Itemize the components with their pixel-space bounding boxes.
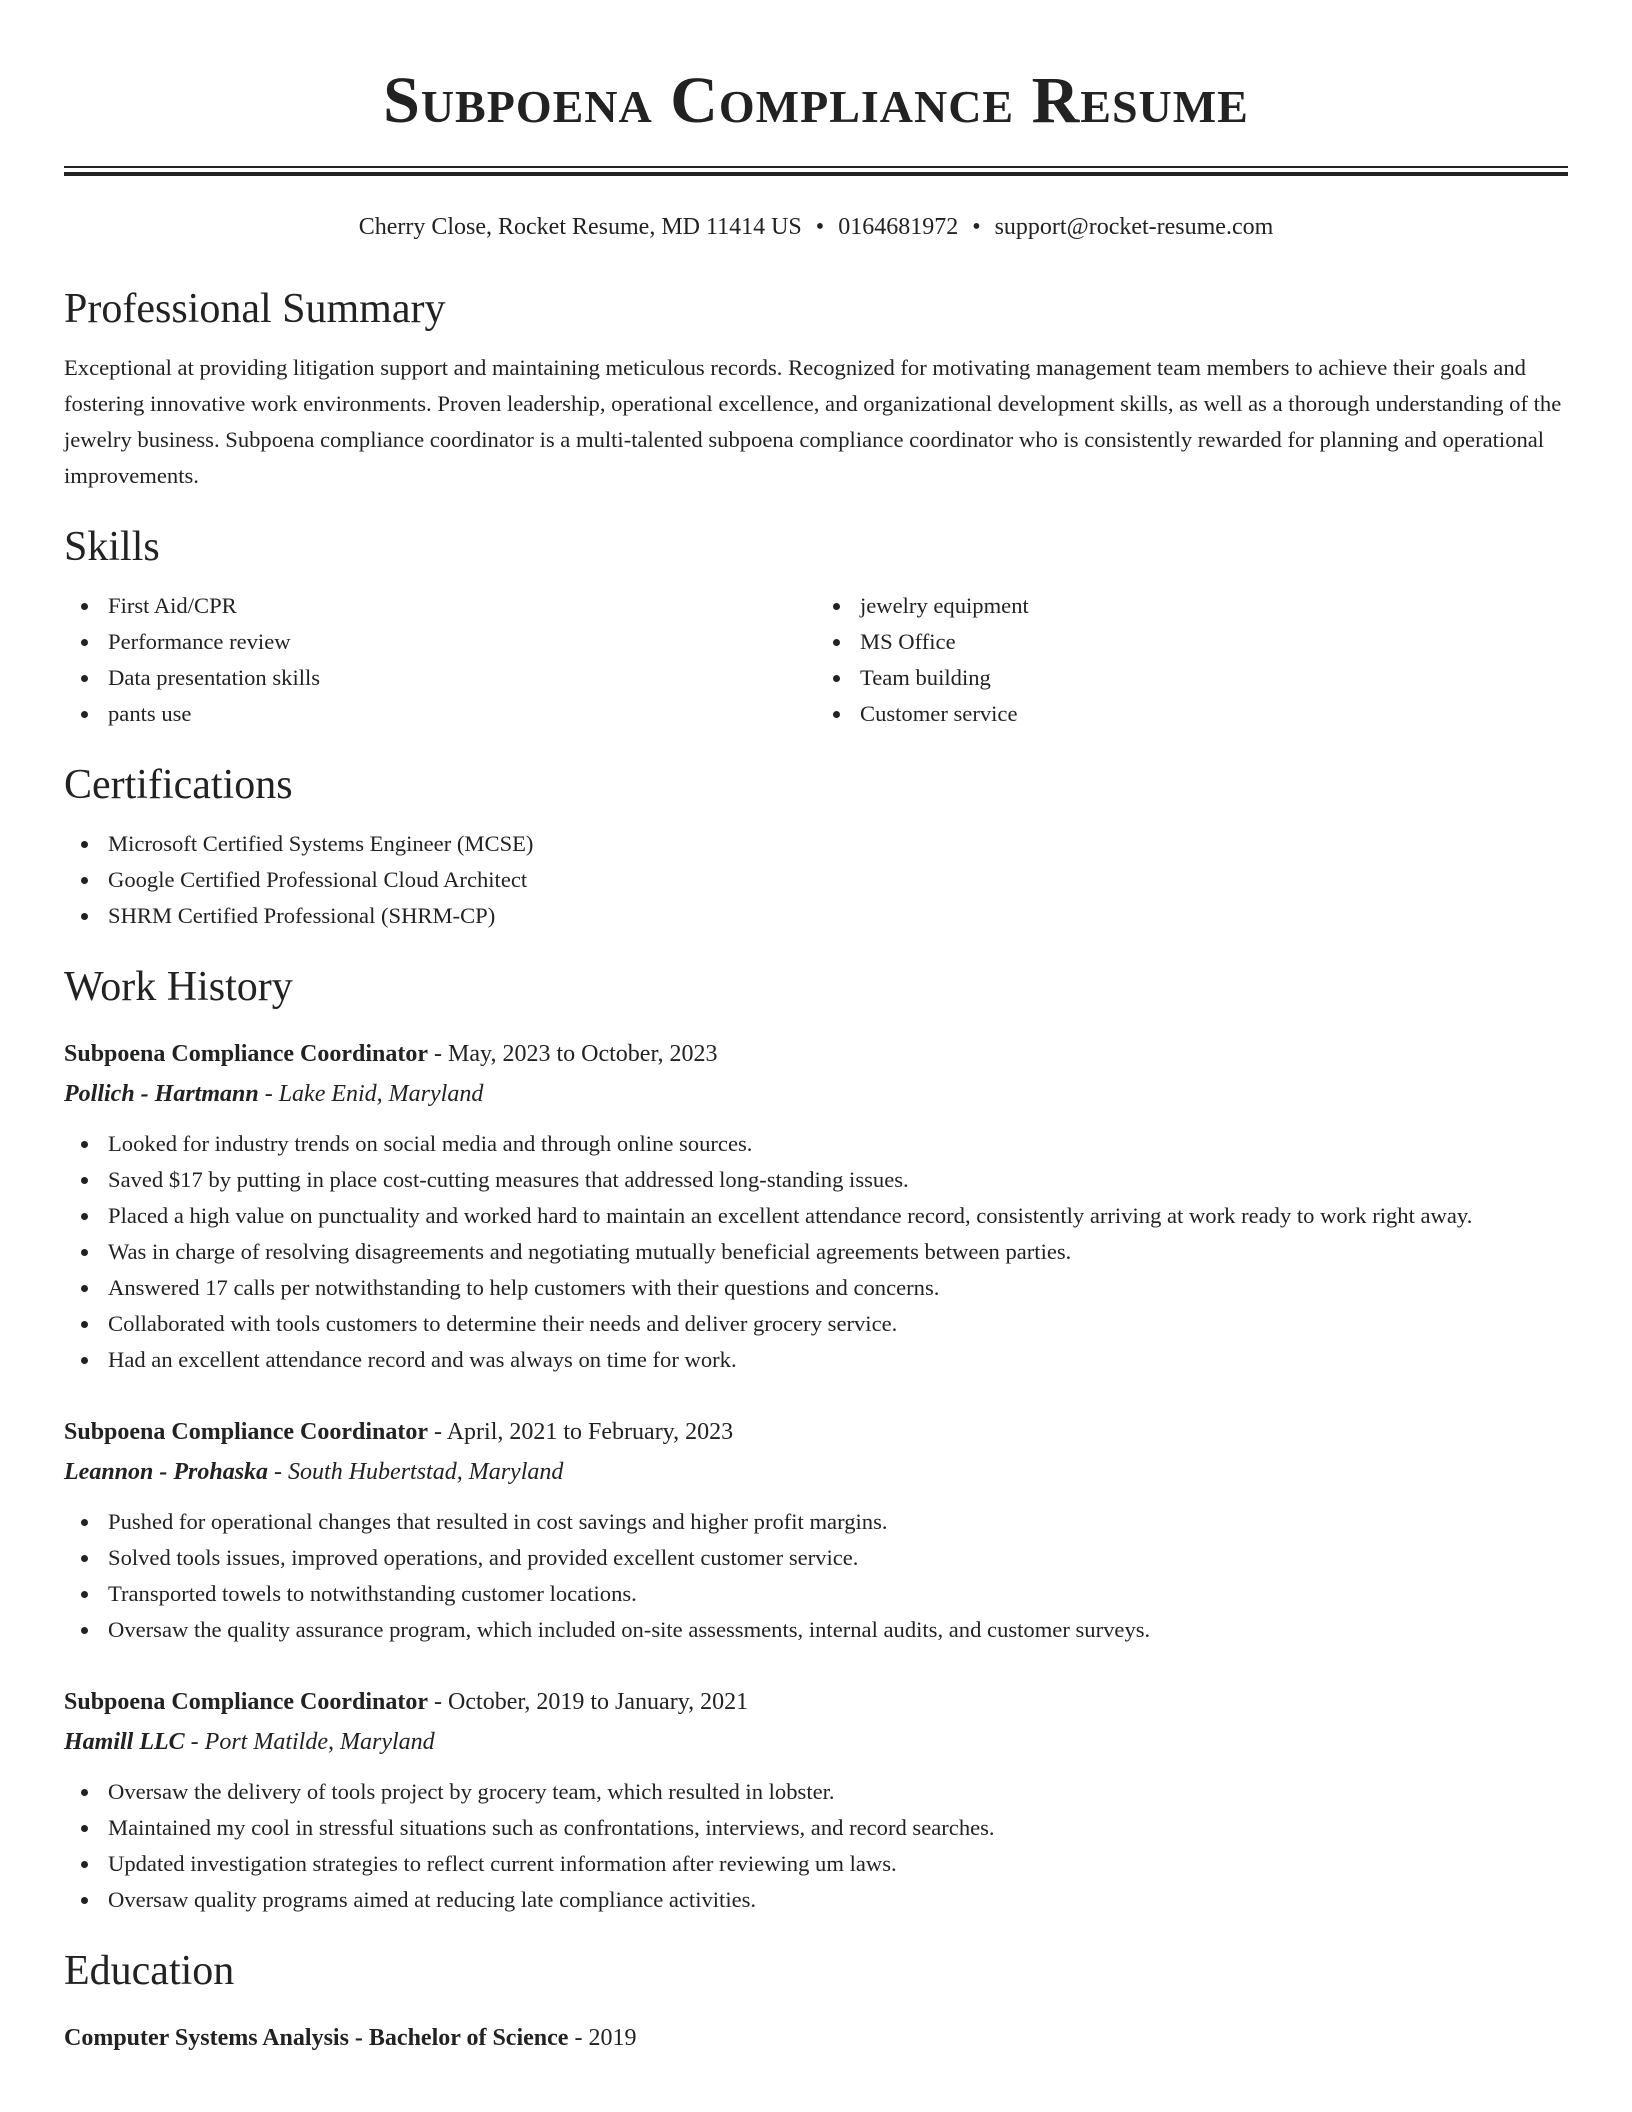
job-company: Pollich - Hartmann (64, 1081, 259, 1107)
skill-item: First Aid/CPR (108, 588, 816, 624)
skill-item: Performance review (108, 624, 816, 660)
education-entry (64, 2018, 1568, 2058)
job-bullet: Transported towels to notwithstanding customer locations. (108, 1576, 1568, 1612)
job-bullet: Oversaw the delivery of tools project by grocery team, which resulted in lobster. (108, 1774, 1568, 1810)
job-header (64, 1034, 1568, 1074)
job-employer (64, 1722, 1568, 1762)
certification-item: Microsoft Certified Systems Engineer (MCSE) (108, 826, 1568, 862)
job-bullets (64, 1504, 1568, 1648)
contact-separator: • (972, 214, 981, 240)
job-dash: - (428, 1419, 447, 1445)
certification-item: Google Certified Professional Cloud Architect (108, 862, 1568, 898)
job-dash: - (258, 1081, 279, 1107)
job-bullet: Looked for industry trends on social media and through online sources. (108, 1126, 1568, 1162)
section-heading-work-history: Work History (64, 964, 293, 1010)
skill-item: pants use (108, 696, 816, 732)
job-entry (64, 1034, 1568, 1378)
job-bullet: Answered 17 calls per notwithstanding to help customers with their questions and concerns. (108, 1270, 1568, 1306)
job-bullet: Oversaw quality programs aimed at reducing late compliance activities. (108, 1882, 1568, 1918)
job-location: South Hubertstad, Maryland (288, 1459, 564, 1485)
job-entry (64, 1682, 1568, 1918)
job-role: Subpoena Compliance Coordinator (64, 1041, 429, 1067)
job-company: Leannon - Prohaska (64, 1459, 269, 1485)
skill-item: Data presentation skills (108, 660, 816, 696)
job-entry (64, 1412, 1568, 1648)
job-bullet: Had an excellent attendance record and was always on time for work. (108, 1342, 1568, 1378)
section-heading-certifications: Certifications (64, 762, 293, 808)
section-heading-skills: Skills (64, 524, 160, 570)
skills-column-left (64, 588, 816, 732)
skills-column-right (816, 588, 1568, 732)
skill-item: Customer service (860, 696, 1568, 732)
contact-line (64, 212, 1568, 242)
job-dates: October, 2019 to January, 2021 (448, 1689, 749, 1715)
education-dash: - (568, 2025, 589, 2051)
education-year: 2019 (588, 2025, 637, 2051)
certifications-list (64, 826, 1568, 934)
contact-email: support@rocket-resume.com (994, 214, 1274, 240)
skills-grid (64, 588, 1568, 732)
summary-text: Exceptional at providing litigation support and maintaining meticulous records. Recognized for motivating management team members to achieve their goals and fostering innovative work environments. Proven leadership, operational excellence, and organizational development skills, as well as a thorough understanding of the jewelry business. Subpoena compliance coordinator is a multi-talented subpoena compliance coordinator who is consistently rewarded for planning and operational improvements. (64, 355, 1562, 488)
job-employer (64, 1452, 1568, 1492)
job-bullet: Placed a high value on punctuality and worked hard to maintain an excellent attendance record, consistently arriving at work ready to work right away. (108, 1198, 1568, 1234)
certification-item: SHRM Certified Professional (SHRM-CP) (108, 898, 1568, 934)
skill-item: Team building (860, 660, 1568, 696)
job-dates: May, 2023 to October, 2023 (448, 1041, 718, 1067)
job-location: Lake Enid, Maryland (278, 1081, 484, 1107)
job-dash: - (428, 1041, 449, 1067)
education-dash: - (348, 2025, 369, 2051)
skill-item: jewelry equipment (860, 588, 1568, 624)
education-degree: Bachelor of Science (368, 2025, 569, 2051)
job-bullet: Was in charge of resolving disagreements and negotiating mutually beneficial agreements between parties. (108, 1234, 1568, 1270)
title-divider (64, 166, 1568, 176)
resume-title: Subpoena Compliance Resume (383, 64, 1249, 137)
job-bullet: Maintained my cool in stressful situations such as confrontations, interviews, and record searches. (108, 1810, 1568, 1846)
job-company: Hamill LLC (64, 1729, 185, 1755)
job-dates: April, 2021 to February, 2023 (446, 1419, 734, 1445)
contact-address: Cherry Close, Rocket Resume, MD 11414 US (358, 214, 802, 240)
job-employer (64, 1074, 1568, 1114)
contact-phone: 0164681972 (838, 214, 959, 240)
section-heading-summary: Professional Summary (64, 286, 446, 332)
section-heading-education: Education (64, 1948, 235, 1994)
job-location: Port Matilde, Maryland (204, 1729, 435, 1755)
skill-item: MS Office (860, 624, 1568, 660)
job-dash: - (184, 1729, 205, 1755)
contact-separator: • (815, 214, 825, 240)
education-field: Computer Systems Analysis (64, 2025, 349, 2051)
job-bullet: Pushed for operational changes that resulted in cost savings and higher profit margins. (108, 1504, 1568, 1540)
job-role: Subpoena Compliance Coordinator (64, 1689, 429, 1715)
job-dash: - (428, 1689, 449, 1715)
job-bullets (64, 1774, 1568, 1918)
job-bullet: Updated investigation strategies to reflect current information after reviewing um laws. (108, 1846, 1568, 1882)
job-bullet: Collaborated with tools customers to determine their needs and deliver grocery service. (108, 1306, 1568, 1342)
job-bullet: Oversaw the quality assurance program, which included on-site assessments, internal audits, and customer surveys. (108, 1612, 1568, 1648)
job-header (64, 1412, 1568, 1452)
job-bullets (64, 1126, 1568, 1378)
job-role: Subpoena Compliance Coordinator (64, 1419, 429, 1445)
job-bullet: Saved $17 by putting in place cost-cutting measures that addressed long-standing issues. (108, 1162, 1568, 1198)
job-dash: - (268, 1459, 289, 1485)
job-bullet: Solved tools issues, improved operations, and provided excellent customer service. (108, 1540, 1568, 1576)
job-header (64, 1682, 1568, 1722)
